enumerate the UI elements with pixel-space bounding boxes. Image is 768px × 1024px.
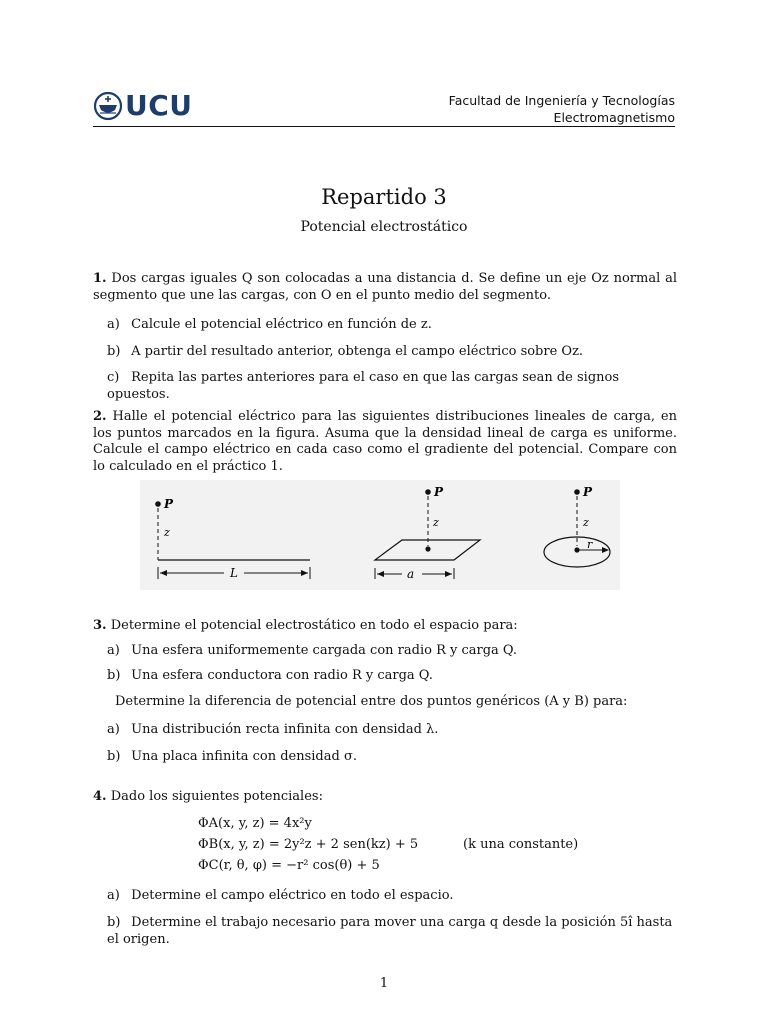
item-label: b) bbox=[107, 668, 121, 683]
problem-2-statement bbox=[93, 409, 677, 475]
item-text: Repita las partes anteriores para el caso en que las cargas sean de signos opuestos. bbox=[107, 370, 620, 402]
ucu-emblem-icon bbox=[93, 88, 123, 124]
item-text: Una distribución recta infinita con densidad λ. bbox=[131, 722, 439, 737]
length-label: L bbox=[230, 566, 238, 580]
header-rule bbox=[93, 126, 675, 127]
list-item bbox=[107, 668, 677, 685]
height-label: z bbox=[583, 516, 589, 529]
list-item bbox=[107, 370, 677, 403]
list-item bbox=[107, 722, 677, 739]
charge-distributions-figure bbox=[140, 480, 620, 590]
list-item bbox=[107, 344, 677, 361]
problem-text: Dado los siguientes potenciales: bbox=[110, 789, 323, 804]
page-title: Repartido 3 bbox=[321, 185, 447, 209]
course-name: Electromagnetismo bbox=[553, 110, 675, 125]
list-item bbox=[107, 317, 677, 334]
list-item bbox=[107, 915, 677, 948]
problem-text: Determine el potencial electrostático en todo el espacio para: bbox=[110, 618, 518, 633]
problem-number: 1. bbox=[93, 271, 107, 286]
problem-4-statement bbox=[93, 789, 677, 806]
item-text: Una placa infinita con densidad σ. bbox=[131, 749, 357, 764]
item-text: A partir del resultado anterior, obtenga el campo eléctrico sobre Oz. bbox=[131, 344, 584, 359]
problem-number: 3. bbox=[93, 618, 107, 633]
item-text: Una esfera uniformemente cargada con radio R y carga Q. bbox=[131, 643, 518, 658]
item-text: Determine el trabajo necesario para mover una carga q desde la posición 5î hasta el origen. bbox=[107, 915, 673, 947]
height-label: z bbox=[433, 516, 439, 529]
header-info bbox=[449, 92, 675, 126]
radius-label: r bbox=[587, 538, 593, 551]
problem-number: 4. bbox=[93, 789, 107, 804]
item-label: a) bbox=[107, 888, 120, 903]
problem-text: Halle el potencial eléctrico para las siguientes distribuciones lineales de carga, en los puntos marcados en la figura. Asuma que la densidad lineal de carga es uniforme. Calcule el campo eléctrico en cada caso como el gradiente del potencial. Compare con lo calculado en el práctico 1. bbox=[93, 409, 677, 474]
problem-text: Dos cargas iguales Q son colocadas a una distancia d. Se define un eje Oz normal al segmento que une las cargas, con O en el punto medio del segmento. bbox=[93, 271, 677, 303]
page-subtitle: Potencial electrostático bbox=[300, 219, 468, 235]
item-label: c) bbox=[107, 370, 120, 385]
problem-number: 2. bbox=[93, 409, 107, 424]
item-text: Calcule el potencial eléctrico en función de z. bbox=[131, 317, 432, 332]
equation-phi-b: ΦB(x, y, z) = 2y²z + 2 sen(kz) + 5 bbox=[198, 837, 419, 852]
point-label: P bbox=[434, 485, 444, 499]
ucu-logo bbox=[93, 88, 203, 124]
point-label: P bbox=[164, 497, 174, 511]
page-number: 1 bbox=[379, 976, 389, 991]
equation-phi-c: ΦC(r, θ, φ) = −r² cos(θ) + 5 bbox=[198, 858, 380, 873]
height-label: z bbox=[164, 526, 170, 539]
point-label: P bbox=[583, 485, 593, 499]
logo-text: UCU bbox=[125, 89, 193, 122]
item-text: Una esfera conductora con radio R y carga Q. bbox=[131, 668, 433, 683]
equation-note: (k una constante) bbox=[463, 837, 579, 852]
problem-3-statement bbox=[93, 618, 677, 635]
equation-phi-a: ΦA(x, y, z) = 4x²y bbox=[198, 816, 312, 831]
item-label: b) bbox=[107, 915, 121, 930]
faculty-name: Facultad de Ingeniería y Tecnologías bbox=[448, 93, 675, 108]
item-label: a) bbox=[107, 722, 120, 737]
item-label: b) bbox=[107, 749, 121, 764]
item-label: a) bbox=[107, 317, 120, 332]
problem-1-statement bbox=[93, 271, 677, 304]
side-label: a bbox=[407, 567, 415, 581]
item-label: a) bbox=[107, 643, 120, 658]
item-label: b) bbox=[107, 344, 121, 359]
item-text: Determine el campo eléctrico en todo el espacio. bbox=[131, 888, 454, 903]
list-item bbox=[107, 888, 677, 905]
list-item bbox=[107, 643, 677, 660]
problem-3-subtext: Determine la diferencia de potencial entre dos puntos genéricos (A y B) para: bbox=[115, 694, 628, 709]
list-item bbox=[107, 749, 677, 766]
